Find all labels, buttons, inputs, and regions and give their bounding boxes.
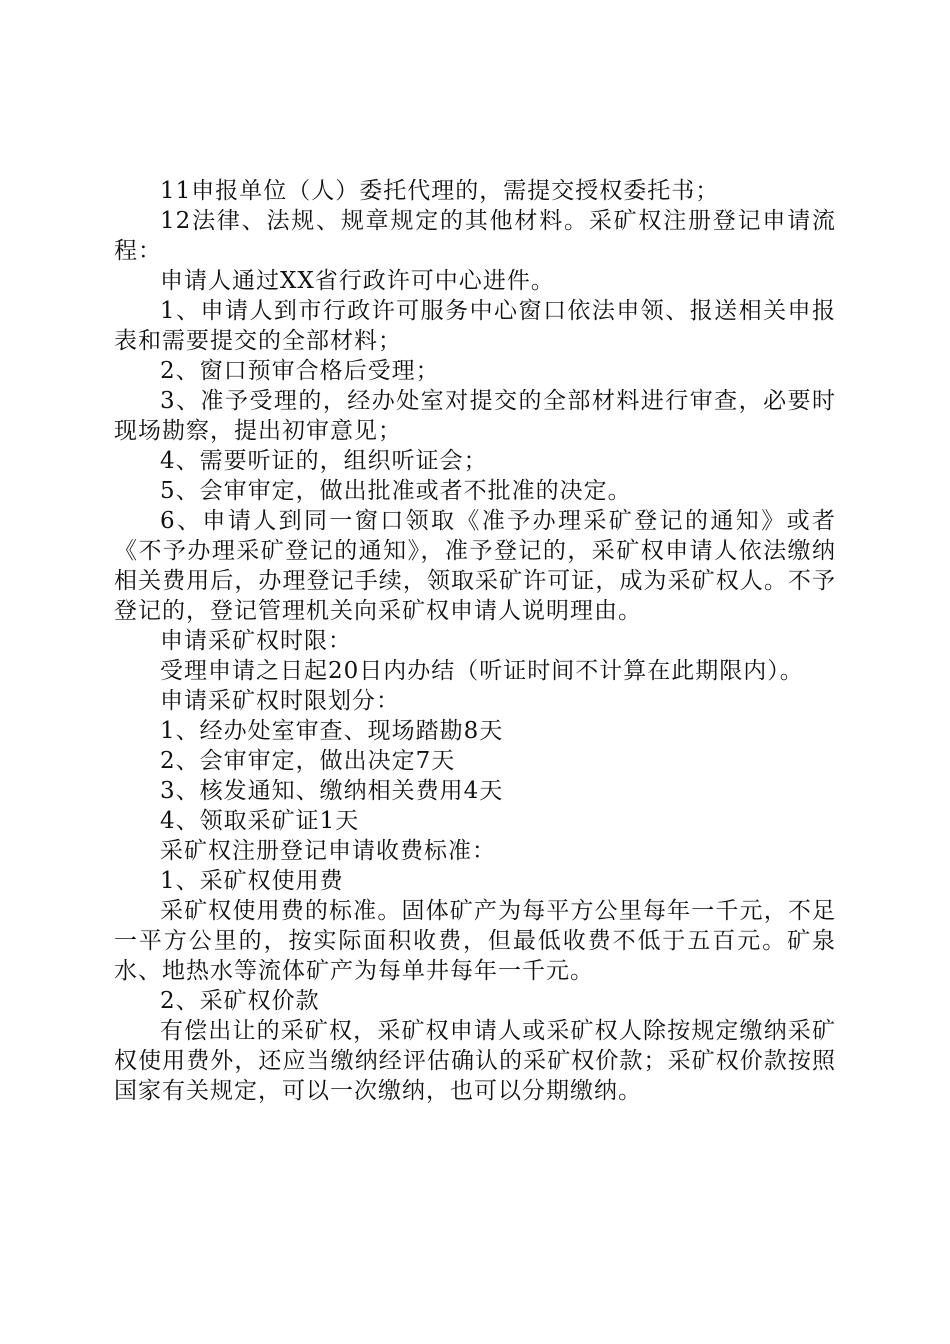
document-body xyxy=(114,176,836,1106)
paragraph-fee-heading: 采矿权注册登记申请收费标准： xyxy=(160,838,496,864)
paragraph-step-5: 5、会审审定，做出批准或者不批准的决定。 xyxy=(160,478,632,504)
paragraph-fee-1-body: 采矿权使用费的标准。固体矿产为每平方公里每年一千元，不足一平方公里的，按实际面积收费，但最低收费不低于五百元。矿泉水、地热水等流体矿产为每单井每年一千元。 xyxy=(114,898,836,984)
paragraph-time-limit: 受理申请之日起20日内办结（听证时间不计算在此期限内）。 xyxy=(160,658,804,684)
paragraph-application-entry: 申请人通过XX省行政许可中心进件。 xyxy=(160,268,555,294)
paragraph-step-6: 6、申请人到同一窗口领取《准予办理采矿登记的通知》或者《不予办理采矿登记的通知》，准予登记的，采矿权申请人依法缴纳相关费用后，办理登记手续，领取采矿许可证，成为采矿权人。不予登记的，登记管理机关向采矿权申请人说明理由。 xyxy=(114,508,836,624)
paragraph-time-division-2: 2、会审审定，做出决定7天 xyxy=(160,748,456,774)
paragraph-item-12: 12法律、法规、规章规定的其他材料。采矿权注册登记申请流程： xyxy=(114,208,836,264)
paragraph-time-division-heading: 申请采矿权时限划分： xyxy=(160,688,400,714)
paragraph-step-1: 1、申请人到市行政许可服务中心窗口依法申领、报送相关申报表和需要提交的全部材料； xyxy=(114,298,836,354)
paragraph-time-division-1: 1、经办处室审查、现场踏勘8天 xyxy=(160,718,504,744)
paragraph-item-11: 11申报单位（人）委托代理的，需提交授权委托书； xyxy=(160,178,720,204)
paragraph-time-limit-heading: 申请采矿权时限： xyxy=(160,628,352,654)
paragraph-step-3: 3、准予受理的，经办处室对提交的全部材料进行审查，必要时现场勘察，提出初审意见； xyxy=(114,388,836,444)
paragraph-step-2: 2、窗口预审合格后受理； xyxy=(160,358,440,384)
paragraph-fee-1-title: 1、采矿权使用费 xyxy=(160,868,344,894)
paragraph-step-4: 4、需要听证的，组织听证会； xyxy=(160,448,488,474)
paragraph-time-division-4: 4、领取采矿证1天 xyxy=(160,808,360,834)
paragraph-time-division-3: 3、核发通知、缴纳相关费用4天 xyxy=(160,778,504,804)
paragraph-fee-2-body: 有偿出让的采矿权，采矿权申请人或采矿权人除按规定缴纳采矿权使用费外，还应当缴纳经评估确认的采矿权价款；采矿权价款按照国家有关规定，可以一次缴纳，也可以分期缴纳。 xyxy=(114,1018,836,1104)
paragraph-fee-2-title: 2、采矿权价款 xyxy=(160,988,320,1014)
